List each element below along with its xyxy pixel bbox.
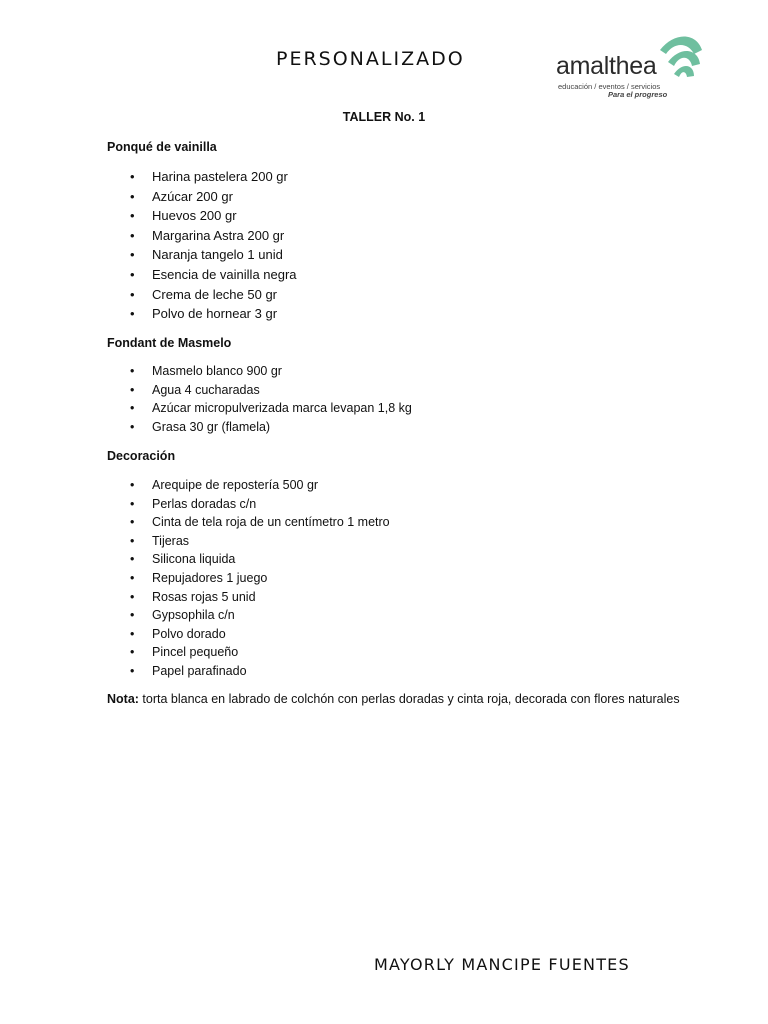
bullet-icon: •: [130, 382, 135, 397]
bullet-icon: •: [130, 626, 135, 641]
list-item: • Polvo dorado: [130, 625, 390, 644]
ingredient-list-fondant: [130, 362, 412, 436]
bullet-icon: •: [130, 533, 135, 548]
list-item: • Polvo de hornear 3 gr: [130, 304, 297, 324]
list-item: • Crema de leche 50 gr: [130, 285, 297, 305]
note-label: Nota:: [107, 692, 139, 706]
list-item: • Silicona liquida: [130, 550, 390, 569]
logo-wordmark: amalthea: [556, 52, 657, 80]
ingredient-list-ponque: [130, 167, 297, 324]
bullet-icon: •: [130, 496, 135, 511]
list-item: • Papel parafinado: [130, 662, 390, 681]
list-item: • Margarina Astra 200 gr: [130, 226, 297, 246]
bullet-icon: •: [130, 663, 135, 678]
section-heading-fondant: Fondant de Masmelo: [107, 336, 232, 350]
logo-tagline: educación / eventos / servicios: [558, 82, 661, 91]
bullet-icon: •: [130, 478, 135, 492]
list-item: • Harina pastelera 200 gr: [130, 167, 297, 187]
bullet-icon: •: [130, 286, 135, 302]
list-item: • Naranja tangelo 1 unid: [130, 245, 297, 265]
section-heading-ponque: Ponqué de vainilla: [107, 140, 217, 154]
list-item: • Tijeras: [130, 532, 390, 551]
workshop-subtitle: TALLER No. 1: [342, 110, 426, 124]
bullet-icon: •: [130, 552, 135, 567]
section-heading-decoracion: Decoración: [107, 449, 176, 463]
bullet-icon: •: [130, 401, 135, 416]
list-item: • Agua 4 cucharadas: [130, 381, 412, 400]
bullet-icon: •: [130, 364, 135, 378]
bullet-icon: •: [130, 169, 135, 184]
list-item: • Esencia de vainilla negra: [130, 265, 297, 285]
bullet-icon: •: [130, 589, 135, 604]
document-title: PERSONALIZADO: [276, 48, 465, 70]
list-item: • Repujadores 1 juego: [130, 569, 390, 588]
bullet-icon: •: [130, 188, 135, 204]
note-paragraph: [107, 692, 680, 706]
bullet-icon: •: [130, 645, 135, 660]
bullet-icon: •: [130, 306, 135, 322]
bullet-icon: •: [130, 266, 135, 282]
list-item: • Grasa 30 gr (flamela): [130, 418, 412, 437]
bullet-icon: •: [130, 419, 135, 434]
bullet-icon: •: [130, 208, 135, 224]
bullet-icon: •: [130, 227, 135, 243]
list-item: • Gypsophila c/n: [130, 606, 390, 625]
bullet-icon: •: [130, 608, 135, 623]
list-item: • Masmelo blanco 900 gr: [130, 362, 412, 381]
bullet-icon: •: [130, 570, 135, 585]
list-item: • Perlas doradas c/n: [130, 495, 390, 514]
list-item: • Pincel pequeño: [130, 643, 390, 662]
list-item: • Huevos 200 gr: [130, 206, 297, 226]
ingredient-list-decoracion: [130, 476, 390, 681]
list-item: • Azúcar micropulverizada marca levapan 1,8 kg: [130, 399, 412, 418]
list-item: • Cinta de tela roja de un centímetro 1 metro: [130, 513, 390, 532]
bullet-icon: •: [130, 247, 135, 263]
amalthea-logo: [556, 30, 706, 98]
list-item: • Arequipe de repostería 500 gr: [130, 476, 390, 495]
list-item: • Azúcar 200 gr: [130, 187, 297, 207]
list-item: • Rosas rojas 5 unid: [130, 588, 390, 607]
author-name: MAYORLY MANCIPE FUENTES: [374, 955, 630, 974]
note-text: torta blanca en labrado de colchón con perlas doradas y cinta roja, decorada con flores naturales: [138, 692, 680, 706]
logo-slogan: Para el progreso: [608, 90, 668, 99]
bullet-icon: •: [130, 515, 135, 530]
